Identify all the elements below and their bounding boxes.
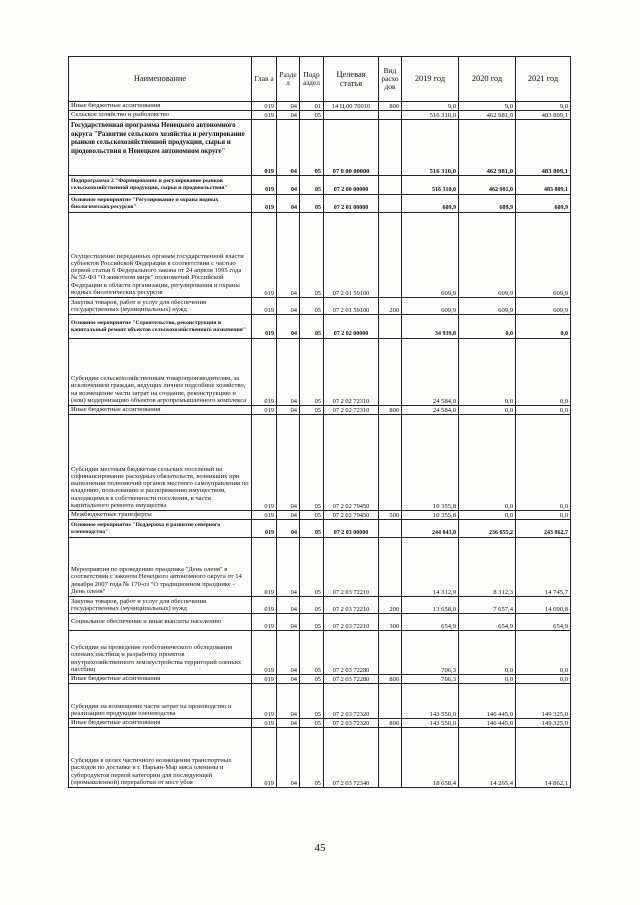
cell-2020: 0,0: [459, 406, 516, 415]
cell-2019: 609,9: [402, 298, 459, 315]
header-2021: 2021 год: [516, 57, 571, 102]
cell-2021: 654,9: [516, 614, 571, 631]
cell-chapter: 019: [252, 415, 277, 511]
cell-subsection: 05: [300, 511, 324, 520]
cell-section: 04: [277, 538, 300, 597]
cell-2019: 516 310,0: [402, 176, 459, 195]
cell-target-article: [324, 111, 379, 120]
table-row: [69, 511, 571, 520]
cell-2020: 0,0: [459, 339, 516, 406]
cell-section: 04: [277, 213, 300, 298]
cell-2019: 14 312,9: [402, 538, 459, 597]
cell-section: 04: [277, 406, 300, 415]
cell-name: Основное мероприятие "Регулирование и охрана водных биологических ресурсов": [69, 195, 252, 213]
cell-name: Закупка товаров, работ и услуг для обеспечения государственных (муниципальных) нужд: [69, 298, 252, 315]
cell-subsection: 05: [300, 120, 324, 176]
cell-2019: 609,9: [402, 195, 459, 213]
cell-chapter: 019: [252, 406, 277, 415]
cell-name: Основное мероприятие "Поддержка и развитие северного оленеводства": [69, 520, 252, 538]
cell-2021: 14 090,8: [516, 597, 571, 614]
cell-chapter: 019: [252, 120, 277, 176]
cell-2019: 10 355,8: [402, 415, 459, 511]
cell-2019: 24 584,0: [402, 339, 459, 406]
cell-section: 04: [277, 719, 300, 728]
cell-2021: 243 862,7: [516, 520, 571, 538]
cell-2019: 654,9: [402, 614, 459, 631]
table-row: [69, 415, 571, 511]
table-row: [69, 538, 571, 597]
cell-target-article: 07 2 03 72280: [324, 675, 379, 684]
cell-target-article: 07 2 02 79450: [324, 415, 379, 511]
cell-2020: 0,0: [459, 415, 516, 511]
cell-target-article: 07 2 03 72210: [324, 597, 379, 614]
cell-2019: 516 310,0: [402, 111, 459, 120]
table-row: [69, 176, 571, 195]
cell-name: Государственная программа Ненецкого автономного округа "Развитие сельского хозяйства и регулирование рынков сельскохозяйственной продукции, сырья и продовольствия в Ненецком автономном округе": [69, 120, 252, 176]
cell-target-article: 07 2 03 72210: [324, 538, 379, 597]
table-row: [69, 520, 571, 538]
cell-target-article: 07 2 03 72280: [324, 631, 379, 675]
cell-target-article: 07 2 03 00000: [324, 520, 379, 538]
cell-expense-type: 200: [379, 298, 402, 315]
cell-subsection: 05: [300, 597, 324, 614]
cell-chapter: 019: [252, 597, 277, 614]
cell-section: 04: [277, 631, 300, 675]
cell-chapter: 019: [252, 315, 277, 339]
cell-target-article: 07 2 00 00000: [324, 176, 379, 195]
cell-2021: 0,0: [516, 339, 571, 406]
cell-2020: 0,0: [459, 315, 516, 339]
cell-2019: 34 939,8: [402, 315, 459, 339]
cell-2020: 236 655,2: [459, 520, 516, 538]
cell-2021: 149 325,0: [516, 684, 571, 719]
cell-subsection: 05: [300, 406, 324, 415]
cell-chapter: 019: [252, 675, 277, 684]
table-row: [69, 631, 571, 675]
cell-2020: 609,9: [459, 298, 516, 315]
cell-chapter: 019: [252, 102, 277, 111]
cell-2019: 143 550,0: [402, 684, 459, 719]
cell-2021: 14 745,7: [516, 538, 571, 597]
cell-expense-type: [379, 111, 402, 120]
cell-subsection: 05: [300, 415, 324, 511]
cell-name: Иные бюджетные ассигнования: [69, 675, 252, 684]
cell-subsection: 05: [300, 111, 324, 120]
cell-2021: 483 809,1: [516, 176, 571, 195]
cell-name: Субсидии местным бюджетам сельских поселений на софинансирование расходных обязательств, возникших при выполнении полномочий органов местного самоуправления по владению, пользованию и распоряжению имуществом, находящимся в собственности поселения, в части капитального ремонта имущества: [69, 415, 252, 511]
cell-2021: 0,0: [516, 511, 571, 520]
cell-chapter: 019: [252, 213, 277, 298]
table-row: [69, 597, 571, 614]
cell-expense-type: [379, 538, 402, 597]
cell-section: 04: [277, 520, 300, 538]
cell-name: Иные бюджетные ассигнования: [69, 102, 252, 111]
cell-subsection: 05: [300, 675, 324, 684]
table-row: [69, 298, 571, 315]
header-section: Разде л: [277, 57, 300, 102]
cell-section: 04: [277, 111, 300, 120]
cell-name: Субсидии на проведение геоботанического обследования оленьих пастбищ и разработку проектов внутрихозяйственного землеустройства территорий оленьих пастбищ: [69, 631, 252, 675]
cell-subsection: 05: [300, 614, 324, 631]
cell-name: Субсидии в целях частичного возмещения транспортных расходов по доставке в г. Нарьян-Мар мяса оленины и субпродуктов первой категории для последующей (промышленной) переработки от мест убоя: [69, 728, 252, 788]
cell-2019: 516 310,0: [402, 120, 459, 176]
header-2020: 2020 год: [459, 57, 516, 102]
table-header-row: [69, 57, 571, 102]
table-row: [69, 315, 571, 339]
cell-2019: 244 843,8: [402, 520, 459, 538]
cell-name: Закупка товаров, работ и услуг для обеспечения государственных (муниципальных) нужд: [69, 597, 252, 614]
cell-2019: 143 550,0: [402, 719, 459, 728]
cell-expense-type: 800: [379, 675, 402, 684]
cell-2021: 609,9: [516, 213, 571, 298]
cell-subsection: 05: [300, 315, 324, 339]
cell-section: 04: [277, 102, 300, 111]
cell-subsection: 05: [300, 719, 324, 728]
header-name: Наименование: [69, 57, 252, 102]
cell-2019: 706,3: [402, 631, 459, 675]
header-chapter: Глав а: [252, 57, 277, 102]
cell-2021: 609,9: [516, 298, 571, 315]
cell-expense-type: [379, 520, 402, 538]
cell-section: 04: [277, 415, 300, 511]
table-row: [69, 195, 571, 213]
cell-2019: 706,3: [402, 675, 459, 684]
cell-2020: 0,0: [459, 511, 516, 520]
cell-2021: 0,0: [516, 675, 571, 684]
cell-2019: 10 355,8: [402, 511, 459, 520]
table-row: [69, 684, 571, 719]
cell-target-article: 07 2 03 72320: [324, 719, 379, 728]
cell-expense-type: 800: [379, 102, 402, 111]
cell-expense-type: [379, 728, 402, 788]
cell-2021: 0,0: [516, 631, 571, 675]
header-expense-type: Вид расхо дов: [379, 57, 402, 102]
cell-chapter: 019: [252, 111, 277, 120]
cell-chapter: 019: [252, 631, 277, 675]
cell-chapter: 019: [252, 728, 277, 788]
cell-subsection: 05: [300, 213, 324, 298]
table-row: [69, 719, 571, 728]
header-subsection: Подр аздел: [300, 57, 324, 102]
cell-name: Иные бюджетные ассигнования: [69, 719, 252, 728]
cell-name: Мероприятия по проведению праздника "День оленя" в соответствии с законом Ненецкого автономного округа от 14 декабря 2007 года № 170-оз "О традиционном празднике - День оленя": [69, 538, 252, 597]
cell-2020: 7 657,4: [459, 597, 516, 614]
cell-2021: 483 809,1: [516, 120, 571, 176]
cell-expense-type: [379, 120, 402, 176]
cell-section: 04: [277, 728, 300, 788]
cell-target-article: 07 2 03 72320: [324, 684, 379, 719]
table-row: [69, 339, 571, 406]
cell-target-article: 07 2 02 79450: [324, 511, 379, 520]
cell-chapter: 019: [252, 511, 277, 520]
cell-expense-type: [379, 176, 402, 195]
cell-expense-type: 500: [379, 511, 402, 520]
cell-section: 04: [277, 339, 300, 406]
page-number: 45: [314, 842, 326, 854]
cell-2020: 146 445,0: [459, 719, 516, 728]
cell-chapter: 019: [252, 195, 277, 213]
table-row: [69, 675, 571, 684]
cell-subsection: 05: [300, 631, 324, 675]
cell-name: Сельское хозяйство и рыболовство: [69, 111, 252, 120]
cell-chapter: 019: [252, 684, 277, 719]
cell-target-article: 07 2 02 72310: [324, 406, 379, 415]
cell-expense-type: [379, 195, 402, 213]
cell-2020: 609,9: [459, 195, 516, 213]
cell-subsection: 05: [300, 728, 324, 788]
cell-2020: 0,0: [459, 631, 516, 675]
header-target-article: Целевая статья: [324, 57, 379, 102]
cell-2019: 609,9: [402, 213, 459, 298]
cell-section: 04: [277, 315, 300, 339]
cell-subsection: 05: [300, 520, 324, 538]
cell-chapter: 019: [252, 176, 277, 195]
cell-expense-type: [379, 339, 402, 406]
cell-expense-type: 200: [379, 597, 402, 614]
cell-2019: 13 658,0: [402, 597, 459, 614]
cell-expense-type: [379, 315, 402, 339]
cell-subsection: 05: [300, 176, 324, 195]
cell-subsection: 05: [300, 339, 324, 406]
cell-name: Иные бюджетные ассигнования: [69, 406, 252, 415]
table-row: [69, 728, 571, 788]
cell-section: 04: [277, 120, 300, 176]
cell-expense-type: [379, 684, 402, 719]
cell-2019: 18 658,4: [402, 728, 459, 788]
cell-2020: 654,9: [459, 614, 516, 631]
cell-section: 04: [277, 675, 300, 684]
cell-name: Социальное обеспечение и иные выплаты населению: [69, 614, 252, 631]
cell-expense-type: 800: [379, 406, 402, 415]
cell-chapter: 019: [252, 538, 277, 597]
cell-subsection: 05: [300, 298, 324, 315]
cell-expense-type: [379, 631, 402, 675]
cell-target-article: 07 2 03 72210: [324, 614, 379, 631]
cell-target-article: 07 2 03 72340: [324, 728, 379, 788]
cell-target-article: 07 2 01 59100: [324, 213, 379, 298]
cell-chapter: 019: [252, 719, 277, 728]
cell-name: Субсидии сельскохозяйственным товаропроизводителям, за исключением граждан, ведущих личное подсобное хозяйство, на возмещение части затрат на создание, реконструкцию и (или) модернизацию объектов агропромышленного комплекса: [69, 339, 252, 406]
cell-2020: 0,0: [459, 675, 516, 684]
cell-subsection: 05: [300, 684, 324, 719]
cell-subsection: 05: [300, 538, 324, 597]
cell-2020: 462 981,0: [459, 111, 516, 120]
cell-2021: 0,0: [516, 415, 571, 511]
cell-section: 04: [277, 176, 300, 195]
cell-2019: 9,0: [402, 102, 459, 111]
cell-2021: 0,0: [516, 315, 571, 339]
cell-section: 04: [277, 511, 300, 520]
cell-chapter: 019: [252, 614, 277, 631]
cell-target-article: 07 2 02 72310: [324, 339, 379, 406]
cell-name: Субсидии на возмещение части затрат на производство и реализацию продукции оленеводства: [69, 684, 252, 719]
cell-subsection: 01: [300, 102, 324, 111]
table-row: [69, 406, 571, 415]
header-2019: 2019 год: [402, 57, 459, 102]
cell-target-article: 14 Ц 00 70010: [324, 102, 379, 111]
cell-chapter: 019: [252, 298, 277, 315]
cell-2021: 483 809,1: [516, 111, 571, 120]
cell-target-article: 07 2 02 00000: [324, 315, 379, 339]
cell-2021: 9,0: [516, 102, 571, 111]
cell-chapter: 019: [252, 520, 277, 538]
cell-2021: 0,0: [516, 406, 571, 415]
cell-2020: 609,9: [459, 213, 516, 298]
cell-expense-type: 800: [379, 719, 402, 728]
cell-2020: 462 981,0: [459, 176, 516, 195]
cell-target-article: 07 2 01 00000: [324, 195, 379, 213]
cell-2021: 609,9: [516, 195, 571, 213]
table-row: [69, 213, 571, 298]
cell-2020: 9,0: [459, 102, 516, 111]
cell-chapter: 019: [252, 339, 277, 406]
cell-name: Подпрограмма 2 "Формирование и регулирование рынков сельскохозяйственной продукции, сырья и продовольствия": [69, 176, 252, 195]
cell-section: 04: [277, 195, 300, 213]
cell-2021: 14 862,1: [516, 728, 571, 788]
cell-name: Межбюджетные трансферты: [69, 511, 252, 520]
cell-section: 04: [277, 614, 300, 631]
cell-subsection: 05: [300, 195, 324, 213]
cell-section: 04: [277, 597, 300, 614]
cell-expense-type: [379, 415, 402, 511]
table-row: [69, 120, 571, 176]
cell-expense-type: 300: [379, 614, 402, 631]
cell-2020: 146 445,0: [459, 684, 516, 719]
cell-section: 04: [277, 298, 300, 315]
cell-name: Осуществление переданных органам государственной власти субъектов Российской Федерации в соответствии с частью первой статьи 6 Федерального закона от 24 апреля 1995 года № 52-ФЗ "О животном мире" полномочий Российской Федерации в области организации, регулирования и охраны водных биологических ресурсов: [69, 213, 252, 298]
cell-target-article: 07 0 00 00000: [324, 120, 379, 176]
table-row: [69, 614, 571, 631]
cell-2019: 24 584,0: [402, 406, 459, 415]
table-row: [69, 111, 571, 120]
cell-2020: 8 312,3: [459, 538, 516, 597]
cell-2021: 149 325,0: [516, 719, 571, 728]
cell-2020: 462 981,0: [459, 120, 516, 176]
cell-target-article: 07 2 01 59100: [324, 298, 379, 315]
cell-2020: 14 265,4: [459, 728, 516, 788]
budget-table: [68, 56, 571, 788]
cell-expense-type: [379, 213, 402, 298]
cell-name: Основное мероприятие "Строительство, реконструкция и капитальный ремонт объектов сельскохозяйственного назначения": [69, 315, 252, 339]
cell-section: 04: [277, 684, 300, 719]
table-row: [69, 102, 571, 111]
